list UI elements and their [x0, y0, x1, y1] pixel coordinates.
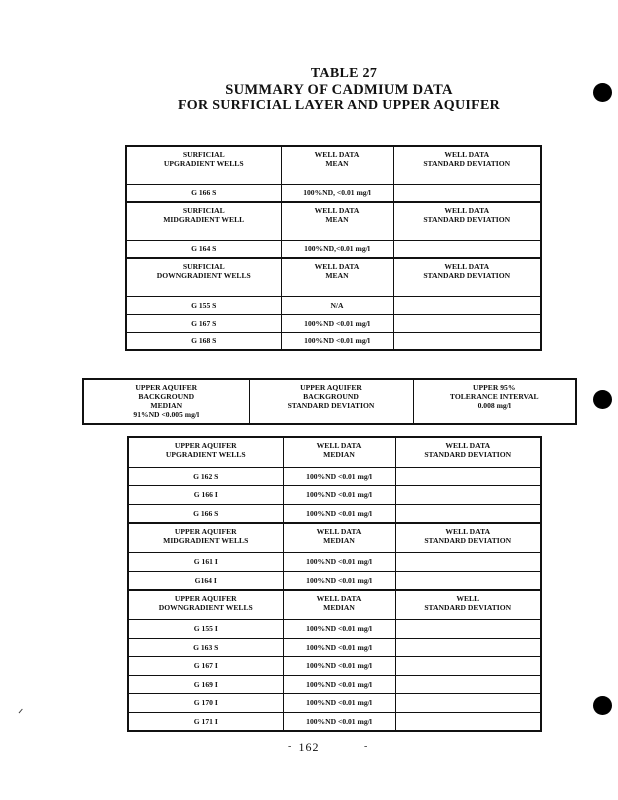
surficial-column-header: WELL DATA STANDARD DEVIATION [393, 258, 541, 296]
upper-aquifer-well-value: 100%ND <0.01 mg/l [283, 712, 395, 731]
upper-aquifer-std-dev [395, 467, 541, 486]
upper-aquifer-table-row [128, 675, 541, 694]
surficial-table-row [126, 184, 541, 202]
upper-aquifer-table-row [128, 486, 541, 505]
upper-aquifer-well-id: G164 I [128, 571, 283, 590]
surficial-header-row [126, 202, 541, 240]
binder-hole-bottom [593, 696, 612, 715]
upper-aquifer-background-table [82, 378, 577, 425]
upper-aquifer-well-value: 100%ND <0.01 mg/l [283, 657, 395, 676]
upper-aquifer-std-dev [395, 620, 541, 639]
surficial-std-dev [393, 332, 541, 350]
binder-hole-middle [593, 390, 612, 409]
upper-aquifer-std-dev [395, 694, 541, 713]
upper-aquifer-table-row [128, 620, 541, 639]
upper-aquifer-table-row [128, 467, 541, 486]
upper-aquifer-well-value: 100%ND <0.01 mg/l [283, 620, 395, 639]
surficial-well-id: G 167 S [126, 314, 281, 332]
upper-aquifer-column-header: WELL DATA STANDARD DEVIATION [395, 437, 541, 467]
upper-aquifer-column-header: WELL DATA MEDIAN [283, 437, 395, 467]
table-subtitle: FOR SURFICIAL LAYER AND UPPER AQUIFER [177, 98, 501, 113]
upper-aquifer-table-row [128, 638, 541, 657]
upper-aquifer-std-dev [395, 657, 541, 676]
upper-aquifer-header-row [128, 590, 541, 620]
upper-aquifer-well-value: 100%ND <0.01 mg/l [283, 571, 395, 590]
upper-aquifer-well-id: G 171 I [128, 712, 283, 731]
surficial-well-value: 100%ND <0.01 mg/l [281, 332, 393, 350]
upper-aquifer-std-dev [395, 571, 541, 590]
upper-aquifer-well-value: 100%ND <0.01 mg/l [283, 675, 395, 694]
scan-dash-left: - [288, 741, 292, 752]
surficial-header-row [126, 258, 541, 296]
surficial-column-header: SURFICIAL MIDGRADIENT WELL [126, 202, 281, 240]
upper-aquifer-table-row [128, 571, 541, 590]
upper-aquifer-table-row [128, 712, 541, 731]
upper-aquifer-well-id: G 163 S [128, 638, 283, 657]
surficial-column-header: WELL DATA MEAN [281, 146, 393, 184]
upper-aquifer-std-dev [395, 675, 541, 694]
surficial-std-dev [393, 240, 541, 258]
upper-aquifer-table-row [128, 694, 541, 713]
surficial-well-value: 100%ND, <0.01 mg/l [281, 184, 393, 202]
surficial-std-dev [393, 184, 541, 202]
surficial-std-dev [393, 314, 541, 332]
surficial-table-row [126, 240, 541, 258]
upper-aquifer-well-id: G 170 I [128, 694, 283, 713]
table-number: TABLE 27 [310, 66, 378, 81]
surficial-column-header: WELL DATA STANDARD DEVIATION [393, 146, 541, 184]
upper-aquifer-well-id: G 155 I [128, 620, 283, 639]
surficial-well-id: G 164 S [126, 240, 281, 258]
upper-aquifer-std-dev [395, 712, 541, 731]
surficial-table-row [126, 332, 541, 350]
surficial-column-header: SURFICIAL UPGRADIENT WELLS [126, 146, 281, 184]
surficial-layer-table [125, 145, 542, 351]
upper-aquifer-column-header: UPPER AQUIFER DOWNGRADIENT WELLS [128, 590, 283, 620]
upper-aquifer-column-header: UPPER AQUIFER MIDGRADIENT WELLS [128, 523, 283, 553]
surficial-well-value: N/A [281, 296, 393, 314]
surficial-header-row [126, 146, 541, 184]
surficial-table-row [126, 314, 541, 332]
upper-aquifer-column-header: WELL DATA MEDIAN [283, 523, 395, 553]
upper-aquifer-table [127, 436, 542, 732]
upper-aquifer-well-id: G 166 S [128, 504, 283, 523]
upper-aquifer-well-value: 100%ND <0.01 mg/l [283, 694, 395, 713]
surficial-column-header: SURFICIAL DOWNGRADIENT WELLS [126, 258, 281, 296]
upper-aquifer-column-header: WELL STANDARD DEVIATION [395, 590, 541, 620]
upper-aquifer-well-id: G 162 S [128, 467, 283, 486]
upper-aquifer-well-id: G 166 I [128, 486, 283, 505]
surficial-table-row [126, 296, 541, 314]
binder-hole-top [593, 83, 612, 102]
table-title: SUMMARY OF CADMIUM DATA [225, 82, 453, 98]
surficial-std-dev [393, 296, 541, 314]
surficial-column-header: WELL DATA STANDARD DEVIATION [393, 202, 541, 240]
upper-aquifer-well-value: 100%ND <0.01 mg/l [283, 638, 395, 657]
scan-dash-right: - [364, 741, 368, 752]
background-std-dev-cell: UPPER AQUIFER BACKGROUND STANDARD DEVIATION [249, 379, 413, 424]
upper-aquifer-std-dev [395, 553, 541, 572]
upper-aquifer-header-row [128, 523, 541, 553]
upper-aquifer-well-id: G 169 I [128, 675, 283, 694]
upper-aquifer-column-header: WELL DATA MEDIAN [283, 590, 395, 620]
upper-aquifer-well-value: 100%ND <0.01 mg/l [283, 504, 395, 523]
upper-aquifer-std-dev [395, 486, 541, 505]
upper-aquifer-column-header: WELL DATA STANDARD DEVIATION [395, 523, 541, 553]
tolerance-interval-cell: UPPER 95% TOLERANCE INTERVAL 0.008 mg/l [413, 379, 576, 424]
surficial-column-header: WELL DATA MEAN [281, 202, 393, 240]
surficial-column-header: WELL DATA MEAN [281, 258, 393, 296]
surficial-well-id: G 168 S [126, 332, 281, 350]
upper-aquifer-table-row [128, 657, 541, 676]
surficial-well-id: G 155 S [126, 296, 281, 314]
upper-aquifer-table-row [128, 504, 541, 523]
background-median-cell: UPPER AQUIFER BACKGROUND MEDIAN 91%ND <0.005 mg/l [83, 379, 249, 424]
scan-mark-left: ᐟ [18, 706, 24, 721]
surficial-well-value: 100%ND,<0.01 mg/l [281, 240, 393, 258]
page-number: 162 [298, 740, 320, 754]
upper-aquifer-header-row [128, 437, 541, 467]
upper-aquifer-well-value: 100%ND <0.01 mg/l [283, 553, 395, 572]
upper-aquifer-std-dev [395, 638, 541, 657]
upper-aquifer-well-id: G 167 I [128, 657, 283, 676]
upper-aquifer-well-id: G 161 I [128, 553, 283, 572]
upper-aquifer-column-header: UPPER AQUIFER UPGRADIENT WELLS [128, 437, 283, 467]
upper-aquifer-std-dev [395, 504, 541, 523]
surficial-well-value: 100%ND <0.01 mg/l [281, 314, 393, 332]
surficial-well-id: G 166 S [126, 184, 281, 202]
upper-aquifer-table-row [128, 553, 541, 572]
upper-aquifer-well-value: 100%ND <0.01 mg/l [283, 467, 395, 486]
upper-aquifer-well-value: 100%ND <0.01 mg/l [283, 486, 395, 505]
